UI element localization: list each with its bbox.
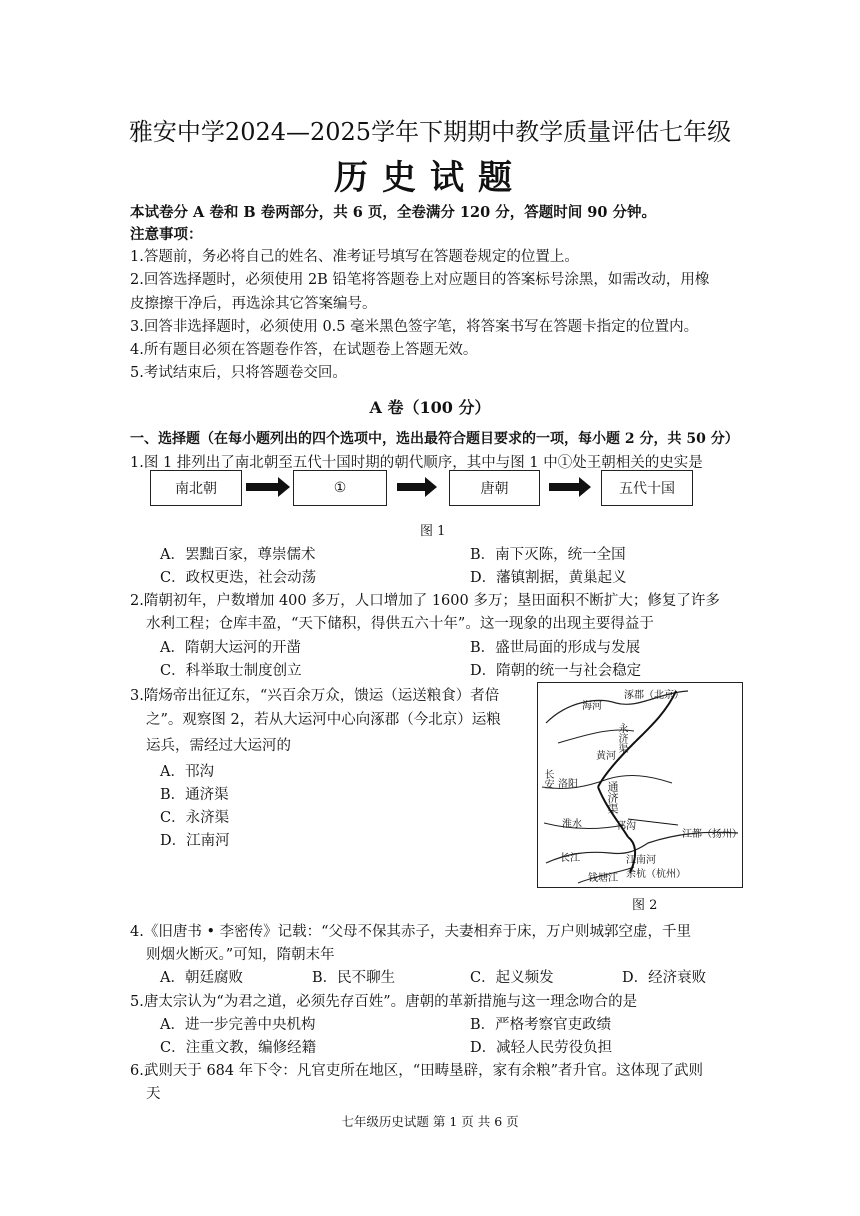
q3-option-c[interactable]: C．永济渠	[160, 810, 230, 826]
q2-option-d[interactable]: D．隋朝的统一与社会稳定	[470, 663, 642, 679]
q2-option-b[interactable]: B．盛世局面的形成与发展	[470, 640, 641, 656]
map-label-jiangdu: 江都（扬州）	[682, 829, 742, 840]
map-label-hangou: 邗沟	[616, 821, 636, 832]
question-4-stem: 则烟火断灭。”可知，隋朝末年	[146, 947, 335, 963]
flow-box-tang: 唐朝	[449, 470, 540, 506]
notice-item: 3.回答非选择题时，必须使用 0.5 毫米黑色签字笔，将答案书写在答题卡指定的位置内。	[130, 319, 699, 335]
q3-option-d[interactable]: D．江南河	[160, 833, 230, 849]
question-3-stem: 运兵，需经过大运河的	[146, 738, 291, 754]
flow-arrow-icon	[549, 483, 581, 491]
q5-option-c[interactable]: C．注重文教，编修经籍	[160, 1040, 317, 1056]
q4-option-b[interactable]: B．民不聊生	[312, 970, 396, 986]
exam-summary: 本试卷分 A 卷和 B 卷两部分，共 6 页，全卷满分 120 分，答题时间 90 分钟。	[130, 204, 657, 221]
page-footer: 七年级历史试题 第 1 页 共 6 页	[341, 1114, 519, 1129]
part1-heading: 一、选择题（在每小题列出的四个选项中，选出最符合题目要求的一项，每小题 2 分，共 50 分）	[130, 431, 739, 447]
map-label-luoyang: 洛阳	[558, 779, 578, 790]
question-2-stem: 2.隋朝初年，户数增加 400 多万，人口增加了 1600 多万；垦田面积不断扩大；修复了许多	[130, 593, 720, 609]
q3-option-a[interactable]: A．邗沟	[160, 764, 214, 780]
map-label-changjiang: 长江	[560, 853, 580, 864]
flow-box-blank: ①	[293, 470, 387, 506]
notice-item: 2.回答选择题时，必须使用 2B 铅笔将答题卷上对应题目的答案标号涂黑，如需改动，用橡	[130, 272, 710, 288]
q1-option-d[interactable]: D．藩镇割据，黄巢起义	[470, 570, 627, 586]
exam-school-title: 雅安中学2024—2025学年下期期中教学质量评估七年级	[128, 118, 732, 146]
map-label-haihe: 海河	[582, 701, 602, 712]
q2-option-c[interactable]: C．科举取士制度创立	[160, 663, 302, 679]
map-label-qiantangjiang: 钱塘江	[588, 873, 618, 884]
q5-option-d[interactable]: D．减轻人民劳役负担	[470, 1040, 613, 1056]
q4-option-a[interactable]: A．朝廷腐败	[160, 970, 243, 986]
map-label-huanghe: 黄河	[596, 751, 616, 762]
notice-item: 4.所有题目必须在答题卷作答，在试题卷上答题无效。	[130, 342, 478, 358]
notice-item: 皮擦擦干净后，再选涂其它答案编号。	[130, 296, 377, 312]
exam-subject-title: 历史试题	[334, 158, 526, 198]
flow-box-nanbeichao: 南北朝	[150, 470, 242, 506]
q5-option-a[interactable]: A．进一步完善中央机构	[160, 1017, 316, 1033]
q1-option-a[interactable]: A．罢黜百家，尊崇儒术	[160, 547, 316, 563]
q1-option-c[interactable]: C．政权更迭，社会动荡	[160, 570, 317, 586]
notice-heading: 注意事项：	[130, 226, 203, 243]
flow-arrow-icon	[246, 483, 280, 491]
notice-item: 1.答题前，务必将自己的姓名、准考证号填写在答题卷规定的位置上。	[130, 249, 579, 265]
grand-canal-map	[537, 682, 743, 888]
question-6-stem: 天	[146, 1086, 161, 1102]
flow-box-wudai: 五代十国	[601, 470, 693, 506]
q3-option-b[interactable]: B．通济渠	[160, 787, 229, 803]
map-label-huaishui: 淮水	[562, 819, 582, 830]
question-2-stem: 水利工程；仓库丰盈，“天下储积，得供五六十年”。这一现象的出现主要得益于	[146, 616, 654, 632]
q4-option-d[interactable]: D．经济衰败	[622, 970, 707, 986]
q2-option-a[interactable]: A．隋朝大运河的开凿	[160, 640, 301, 656]
question-3-stem: 3.隋炀帝出征辽东，“兴百余万众，馈运（运送粮食）者倍	[130, 688, 500, 704]
figure-1-caption: 图 1	[420, 524, 446, 539]
section-a-title: A 卷（100 分）	[369, 398, 491, 417]
map-label-jiangnanhe: 江南河	[626, 855, 656, 866]
map-label-yongjiqu: 永济渠	[616, 723, 627, 753]
map-label-zhuojun: 涿郡（北京）	[624, 690, 684, 701]
q1-option-b[interactable]: B．南下灭陈，统一全国	[470, 547, 626, 563]
question-3-stem: 之”。观察图 2，若从大运河中心向涿郡（今北京）运粮	[146, 712, 501, 728]
figure-2-caption: 图 2	[632, 898, 658, 913]
question-1-stem: 1.图 1 排列出了南北朝至五代十国时期的朝代顺序，其中与图 1 中①处王朝相关的史实是	[130, 455, 703, 471]
question-5-stem: 5.唐太宗认为“为君之道，必须先存百姓”。唐朝的革新措施与这一理念吻合的是	[130, 994, 638, 1010]
map-label-tongjiqu: 通济渠	[606, 781, 619, 814]
q4-option-c[interactable]: C．起义频发	[470, 970, 554, 986]
question-4-stem: 4.《旧唐书 • 李密传》记载：“父母不保其赤子，夫妻相弃于床，万户则城郭空虚，千里	[130, 924, 692, 940]
map-label-yuhang: 余杭（杭州）	[626, 869, 686, 880]
flow-arrow-icon	[397, 483, 427, 491]
map-label-changan: 长安	[542, 769, 553, 789]
notice-item: 5.考试结束后，只将答题卷交回。	[130, 365, 347, 381]
question-6-stem: 6.武则天于 684 年下令：凡官吏所在地区，“田畴垦辟，家有余粮”者升官。这体现了武则	[130, 1063, 704, 1079]
q5-option-b[interactable]: B．严格考察官吏政绩	[470, 1017, 612, 1033]
